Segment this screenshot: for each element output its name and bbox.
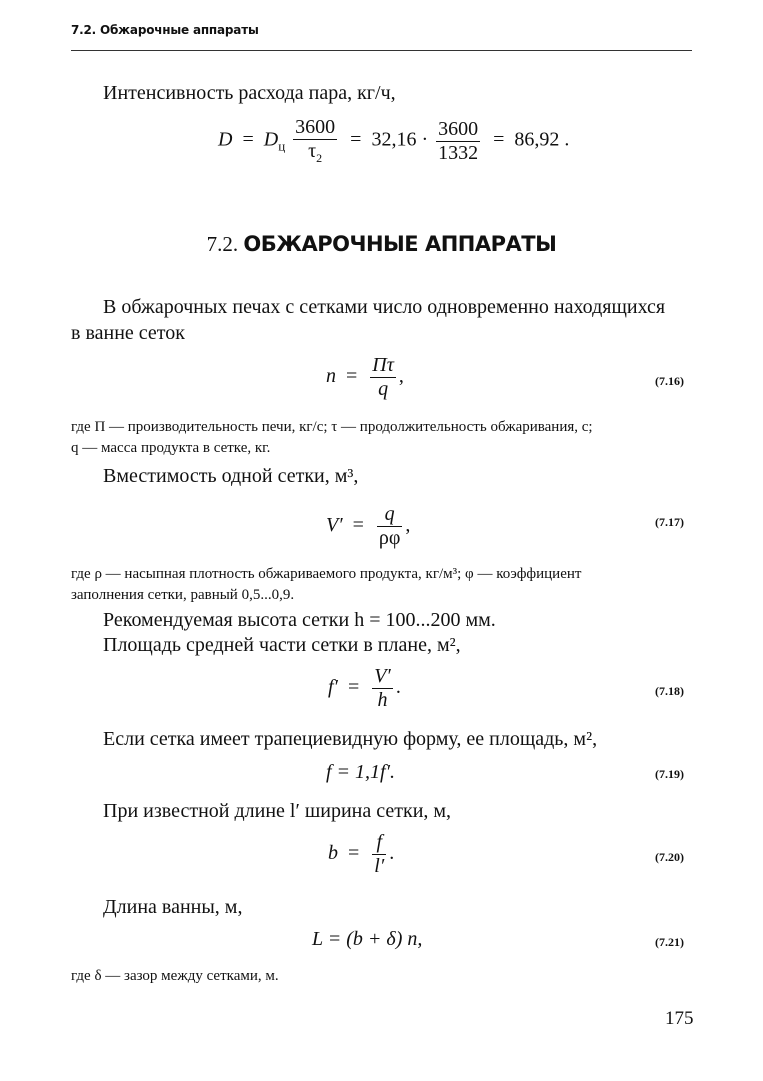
equation-number-7-21: (7.21) — [655, 935, 684, 949]
equation-number-7-19: (7.19) — [655, 767, 684, 781]
eq-d-frac2-numerator: 3600 — [438, 117, 479, 140]
eq-d-frac1-numerator: 3600 — [295, 116, 336, 138]
equation-7-21 — [312, 928, 422, 951]
height-line: Рекомендуемая высота сетки h = 100...200 мм. — [103, 609, 496, 631]
eq717-tail: , — [405, 514, 411, 537]
eq720-equals: = — [343, 842, 365, 865]
eq-d-equals: = — [237, 128, 259, 151]
eq-d-result: 86,92 . — [514, 128, 570, 151]
bath-line: Длина ванны, м, — [103, 896, 243, 918]
equation-7-17 — [326, 503, 410, 550]
section-number: 7.2. — [206, 232, 239, 256]
eq-d-frac1-den-sub: 2 — [316, 151, 323, 165]
trap-line: Если сетка имеет трапециевидную форму, ее площадь, м², — [103, 728, 598, 750]
eq-d-lhs: D — [218, 128, 233, 151]
where1-line1: где П — производительность печи, кг/с; τ — продолжительность обжаривания, с; — [71, 419, 593, 435]
where1-line2: q — масса продукта в сетке, кг. — [71, 440, 271, 456]
eq716-numerator: Пτ — [372, 354, 394, 376]
equation-number-7-17: (7.17) — [655, 515, 684, 529]
eq720-lhs: b — [328, 842, 338, 865]
eq-d-equals-3: = — [488, 128, 510, 151]
eq718-equals: = — [342, 676, 365, 699]
eq717-fraction — [377, 503, 403, 550]
eq-d-frac1-denominator — [293, 139, 337, 166]
where2-line1: где ρ — насыпная плотность обжариваемого продукта, кг/м³; φ — коэффициент — [71, 566, 582, 582]
width-line: При известной длине l′ ширина сетки, м, — [103, 800, 452, 822]
eq717-lhs: V′ — [326, 514, 343, 537]
page-number: 175 — [665, 1008, 694, 1029]
eq716-tail: , — [398, 365, 404, 388]
eq716-lhs: n — [326, 365, 336, 388]
eq716-equals: = — [341, 365, 363, 388]
eq-d-equals-2: = — [345, 128, 367, 151]
eq718-denominator: h — [372, 688, 393, 712]
intro-line: Интенсивность расхода пара, кг/ч, — [103, 82, 396, 104]
eq717-equals: = — [347, 514, 369, 537]
eq718-numerator: V′ — [374, 665, 391, 687]
equation-number-7-18: (7.18) — [655, 684, 684, 698]
equation-number-7-16: (7.16) — [655, 374, 684, 388]
equation-7-19 — [326, 761, 395, 784]
equation-number-7-20: (7.20) — [655, 850, 684, 864]
eq-d-subscript: ц — [278, 138, 286, 154]
header-rule — [71, 50, 692, 51]
eq719-expression: f = 1,1f′. — [326, 761, 395, 783]
eq720-denominator: l′ — [374, 855, 385, 877]
eq718-lhs: f′ — [328, 676, 338, 699]
eq718-fraction — [372, 665, 393, 712]
eq720-tail: . — [389, 842, 395, 865]
eq720-fraction — [372, 831, 386, 878]
where3: где δ — зазор между сетками, м. — [71, 968, 279, 984]
eq717-numerator: q — [384, 503, 395, 525]
section-heading — [0, 232, 763, 257]
eq-d-frac2-denominator: 1332 — [438, 141, 479, 164]
equation-7-20 — [328, 831, 394, 878]
eq-d-fraction-2 — [436, 118, 480, 165]
section-title: ОБЖАРОЧНЫЕ АППАРАТЫ — [243, 232, 557, 256]
equation-7-16 — [326, 354, 404, 401]
eq717-denominator: ρφ — [378, 527, 401, 549]
volume-line: Вместимость одной сетки, м³, — [103, 465, 359, 487]
para1-line2: в ванне сеток — [71, 322, 185, 344]
eq-d-frac1-den-tau: τ — [308, 140, 317, 162]
eq721-expression: L = (b + δ) n, — [312, 928, 423, 950]
eq716-fraction — [370, 354, 396, 401]
equation-d — [218, 116, 569, 166]
eq-d-fraction-1 — [293, 116, 337, 166]
eq718-tail: . — [395, 676, 401, 699]
area-line: Площадь средней части сетки в плане, м², — [103, 634, 461, 656]
eq-d-mid: 32,16 · — [371, 128, 429, 151]
eq716-denominator: q — [370, 377, 396, 401]
equation-7-18 — [328, 665, 401, 712]
where2-line2: заполнения сетки, равный 0,5...0,9. — [71, 587, 295, 603]
eq720-numerator: f — [376, 831, 383, 853]
running-head: 7.2. Обжарочные аппараты — [71, 23, 259, 37]
para1-line1: В обжарочных печах с сетками число одновременно находящихся — [103, 296, 666, 318]
eq-d-symbol: D — [263, 128, 279, 151]
